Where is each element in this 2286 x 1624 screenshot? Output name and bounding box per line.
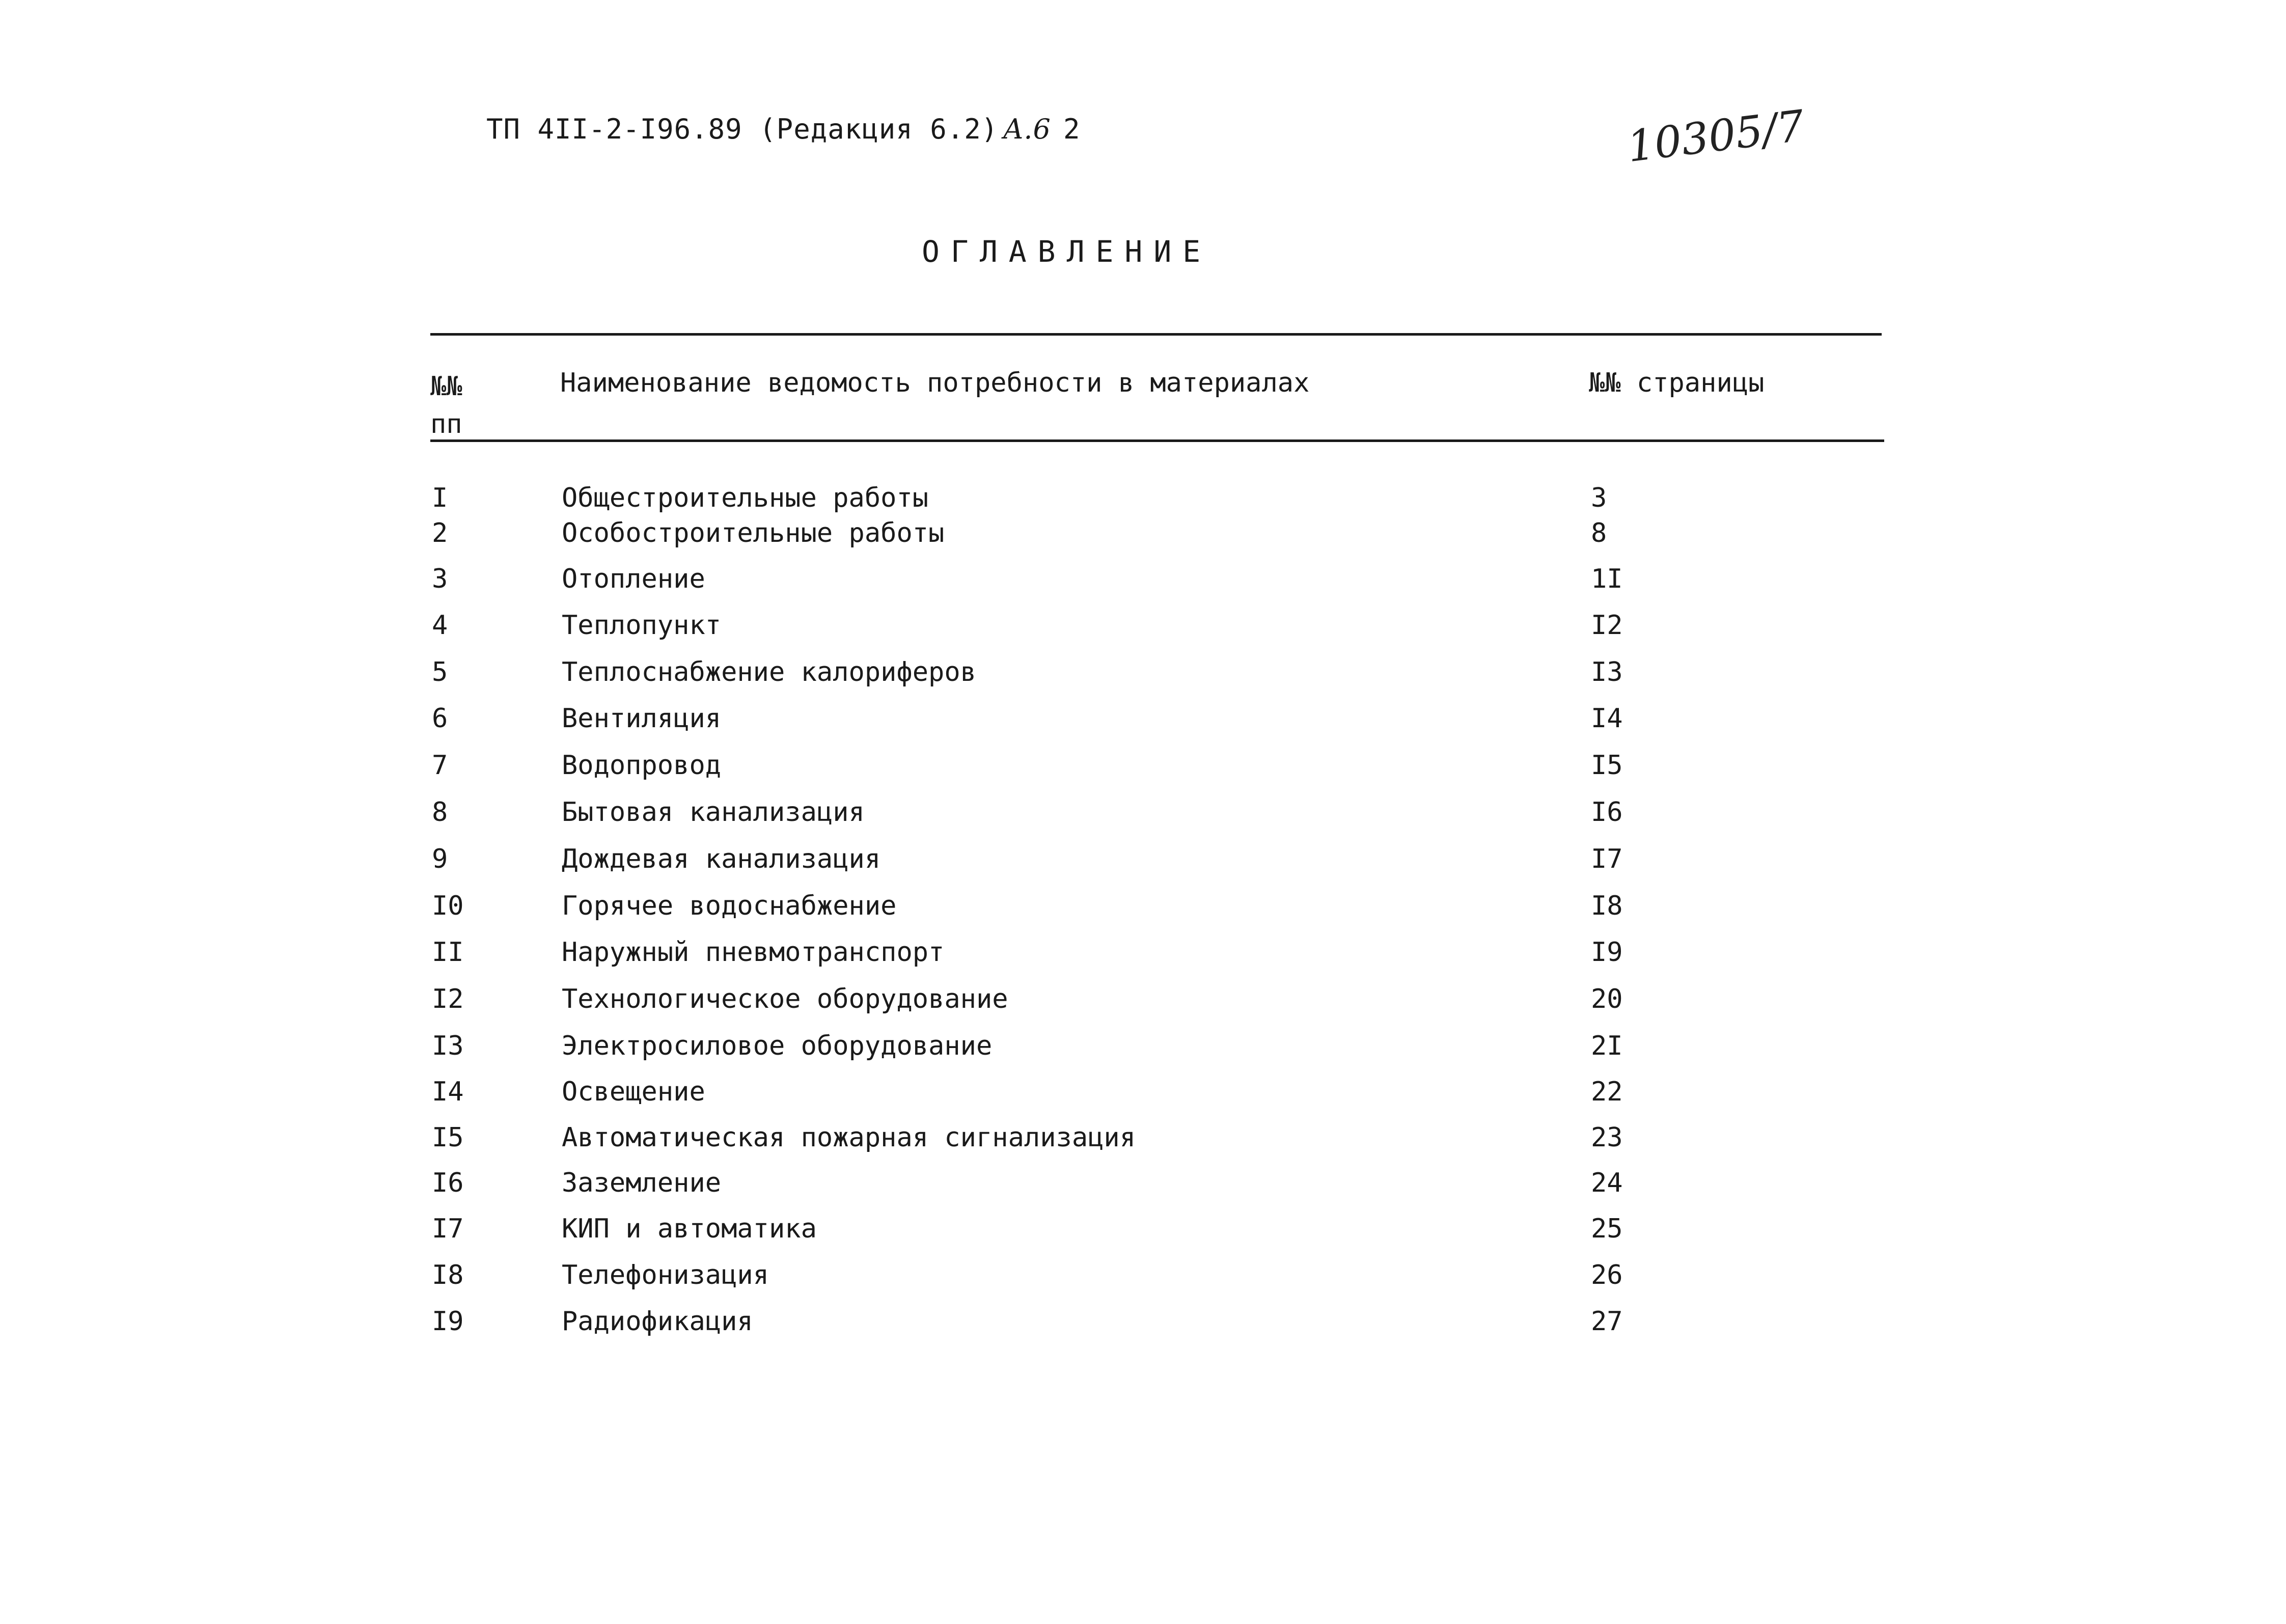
row-number: 6 — [432, 703, 448, 734]
table-header-rule — [430, 439, 1884, 442]
row-section-name: Телефонизация — [562, 1260, 769, 1290]
row-section-name: Особостроительные работы — [562, 518, 945, 548]
row-number: I6 — [432, 1168, 464, 1198]
row-section-name: Теплоснабжение калориферов — [562, 657, 976, 687]
row-number: I3 — [432, 1031, 464, 1061]
row-section-name: Наружный пневмотранспорт — [562, 937, 945, 968]
page-number: 2 — [1063, 113, 1080, 145]
row-page-number: I5 — [1591, 750, 1623, 781]
row-page-number: 23 — [1591, 1122, 1623, 1153]
row-number: 3 — [432, 564, 448, 594]
row-number: I7 — [432, 1214, 464, 1244]
row-number: I2 — [432, 984, 464, 1014]
row-number: I4 — [432, 1077, 464, 1107]
table-top-rule — [430, 333, 1882, 336]
row-page-number: 27 — [1591, 1306, 1623, 1337]
row-page-number: 8 — [1591, 518, 1607, 548]
row-section-name: Теплопункт — [562, 610, 722, 641]
row-section-name: Отопление — [562, 564, 705, 594]
row-number: 5 — [432, 657, 448, 687]
row-page-number: 25 — [1591, 1214, 1623, 1244]
row-number: I9 — [432, 1306, 464, 1337]
album-mark: A.6 — [1003, 113, 1051, 145]
row-number: 8 — [432, 797, 448, 828]
row-number: 9 — [432, 844, 448, 874]
row-page-number: 3 — [1591, 483, 1607, 513]
row-section-name: Электросиловое оборудование — [562, 1031, 993, 1061]
column-header-page: №№ страницы — [1589, 368, 1765, 398]
row-number: 4 — [432, 610, 448, 641]
row-page-number: I4 — [1591, 703, 1623, 734]
document-code — [486, 113, 1051, 145]
row-page-number: 26 — [1591, 1260, 1623, 1290]
row-number: II — [432, 937, 464, 968]
row-number: 7 — [432, 750, 448, 781]
row-section-name: Технологическое оборудование — [562, 984, 1008, 1014]
row-page-number: I6 — [1591, 797, 1623, 828]
row-number: 2 — [432, 518, 448, 548]
row-section-name: Бытовая канализация — [562, 797, 865, 828]
row-page-number: 2I — [1591, 1031, 1623, 1061]
document-code-text: ТП 4II-2-I96.89 (Редакция 6.2) — [486, 113, 999, 145]
row-number: I5 — [432, 1122, 464, 1153]
column-header-name: Наименование ведомость потребности в материалах — [560, 368, 1310, 398]
row-page-number: 22 — [1591, 1077, 1623, 1107]
column-header-number-line2: пп — [430, 409, 462, 439]
row-section-name: Освещение — [562, 1077, 705, 1107]
row-page-number: I8 — [1591, 891, 1623, 921]
row-section-name: Водопровод — [562, 750, 722, 781]
row-page-number: 24 — [1591, 1168, 1623, 1198]
row-page-number: I9 — [1591, 937, 1623, 968]
row-section-name: Дождевая канализация — [562, 844, 881, 874]
row-number: I — [432, 483, 448, 513]
row-section-name: Общестроительные работы — [562, 483, 929, 513]
row-section-name: Вентиляция — [562, 703, 722, 734]
row-section-name: КИП и автоматика — [562, 1214, 817, 1244]
row-number: I0 — [432, 891, 464, 921]
row-section-name: Горячее водоснабжение — [562, 891, 897, 921]
row-section-name: Автоматическая пожарная сигнализация — [562, 1122, 1136, 1153]
handwritten-inventory-number: 10305/7 — [1624, 100, 1807, 172]
row-page-number: I7 — [1591, 844, 1623, 874]
row-section-name: Радиофикация — [562, 1306, 753, 1337]
row-page-number: 20 — [1591, 984, 1623, 1014]
row-number: I8 — [432, 1260, 464, 1290]
row-section-name: Заземление — [562, 1168, 722, 1198]
row-page-number: I2 — [1591, 610, 1623, 641]
page-title: ОГЛАВЛЕНИЕ — [922, 234, 1212, 269]
row-page-number: I3 — [1591, 657, 1623, 687]
row-page-number: 1I — [1591, 564, 1623, 594]
column-header-number-line1: №№ — [430, 371, 462, 402]
column-header-number — [430, 368, 462, 443]
